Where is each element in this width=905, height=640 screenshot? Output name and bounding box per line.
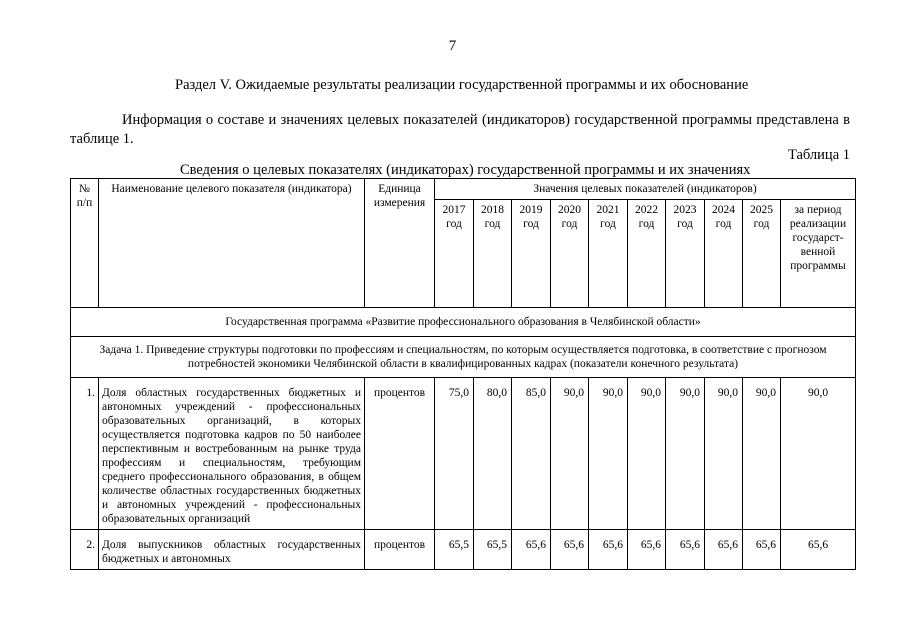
row-value: 90,0 — [743, 378, 781, 530]
header-year: 2020 год — [551, 200, 589, 308]
row-name: Доля выпускников областных государственных бюджетных и автономных — [99, 530, 365, 570]
indicators-table — [70, 178, 856, 570]
row-value: 90,0 — [589, 378, 628, 530]
row-unit: процентов — [365, 378, 435, 530]
row-value: 90,0 — [551, 378, 589, 530]
row-num: 1. — [71, 378, 99, 530]
row-name: Доля областных государственных бюджетных и автономных учреждений - профессиональных образовательных организаций, в которых осуществляется подготовка кадров по 50 наиболее перспективным и востребованным на рынке труда профессиям и специальностям, требующим среднего профессионального образования, в общем количестве областных государственных бюджетных и автономных учреждений - профессиональных образовательных организаций — [99, 378, 365, 530]
header-year: 2025 год — [743, 200, 781, 308]
row-value: 65,5 — [435, 530, 474, 570]
header-year: 2018 год — [474, 200, 512, 308]
header-values-group: Значения целевых показателей (индикаторов) — [435, 179, 856, 200]
row-period-value: 90,0 — [781, 378, 856, 530]
row-value: 65,6 — [551, 530, 589, 570]
header-year: 2017 год — [435, 200, 474, 308]
table-row — [71, 378, 856, 530]
header-year: 2024 год — [705, 200, 743, 308]
row-value: 80,0 — [474, 378, 512, 530]
header-unit: Единица измерения — [365, 179, 435, 308]
table-row — [71, 530, 856, 570]
section-title: Раздел V. Ожидаемые результаты реализации государственной программы и их обоснование — [175, 77, 749, 93]
row-num: 2. — [71, 530, 99, 570]
row-value: 90,0 — [705, 378, 743, 530]
row-value: 75,0 — [435, 378, 474, 530]
header-period: за период реализации государст-венной программы — [781, 200, 856, 308]
row-period-value: 65,6 — [781, 530, 856, 570]
row-value: 65,6 — [743, 530, 781, 570]
row-value: 65,6 — [628, 530, 666, 570]
program-row — [71, 308, 856, 337]
table-title: Сведения о целевых показателях (индикаторах) государственной программы и их значениях — [180, 162, 751, 178]
header-year: 2021 год — [589, 200, 628, 308]
row-value: 65,6 — [666, 530, 705, 570]
header-name: Наименование целевого показателя (индикатора) — [99, 179, 365, 308]
row-value: 65,6 — [705, 530, 743, 570]
page-number: 7 — [448, 38, 457, 54]
table-label: Таблица 1 — [787, 147, 850, 163]
intro-paragraph: Информация о составе и значениях целевых показателей (индикаторов) государственной программы представлена в таблице 1. — [70, 112, 850, 147]
header-year: 2023 год — [666, 200, 705, 308]
row-value: 90,0 — [666, 378, 705, 530]
row-value: 65,6 — [589, 530, 628, 570]
header-year: 2022 год — [628, 200, 666, 308]
header-num: № п/п — [71, 179, 99, 308]
row-value: 85,0 — [512, 378, 551, 530]
table-header-row-1 — [71, 179, 856, 200]
header-year: 2019 год — [512, 200, 551, 308]
task-row — [71, 337, 856, 378]
row-value: 90,0 — [628, 378, 666, 530]
row-value: 65,6 — [512, 530, 551, 570]
row-value: 65,5 — [474, 530, 512, 570]
program-title: Государственная программа «Развитие профессионального образования в Челябинской области» — [71, 308, 856, 337]
task-title: Задача 1. Приведение структуры подготовки по профессиям и специальностям, по которым осуществляется подготовка, в соответствие с прогнозом потребностей экономики Челябинской области в квалифицированных кадрах (показатели конечного результата) — [71, 337, 856, 378]
row-unit: процентов — [365, 530, 435, 570]
